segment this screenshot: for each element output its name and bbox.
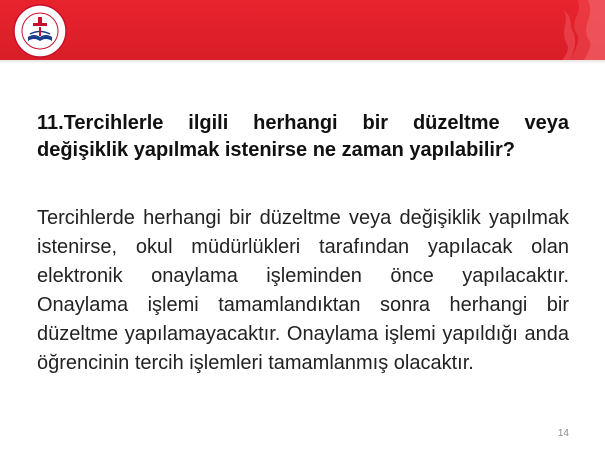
answer-text: Tercihlerde herhangi bir düzeltme veya değişiklik yapılmak istenirse, okul müdürlükleri tarafından yapılacak olan elektronik onaylama işleminden önce yapılacaktır. Onaylama işlemi tamamlandıktan sonra herhangi bir düzeltme yapılamayacaktır. Onaylama işlemi yapıldığı anda öğrencinin tercih işlemleri tamamlanmış olacaktır. <box>37 207 569 374</box>
meb-emblem-icon <box>12 3 68 59</box>
slide-content <box>37 110 569 378</box>
question-text: 11.Tercihlerle ilgili herhangi bir düzeltme veya değişiklik yapılmak istenirse ne zaman yapılabilir? <box>37 112 569 161</box>
flame-icon <box>515 0 605 60</box>
header-shadow <box>0 60 605 64</box>
header-bar <box>0 0 605 60</box>
page-number: 14 <box>557 428 569 439</box>
